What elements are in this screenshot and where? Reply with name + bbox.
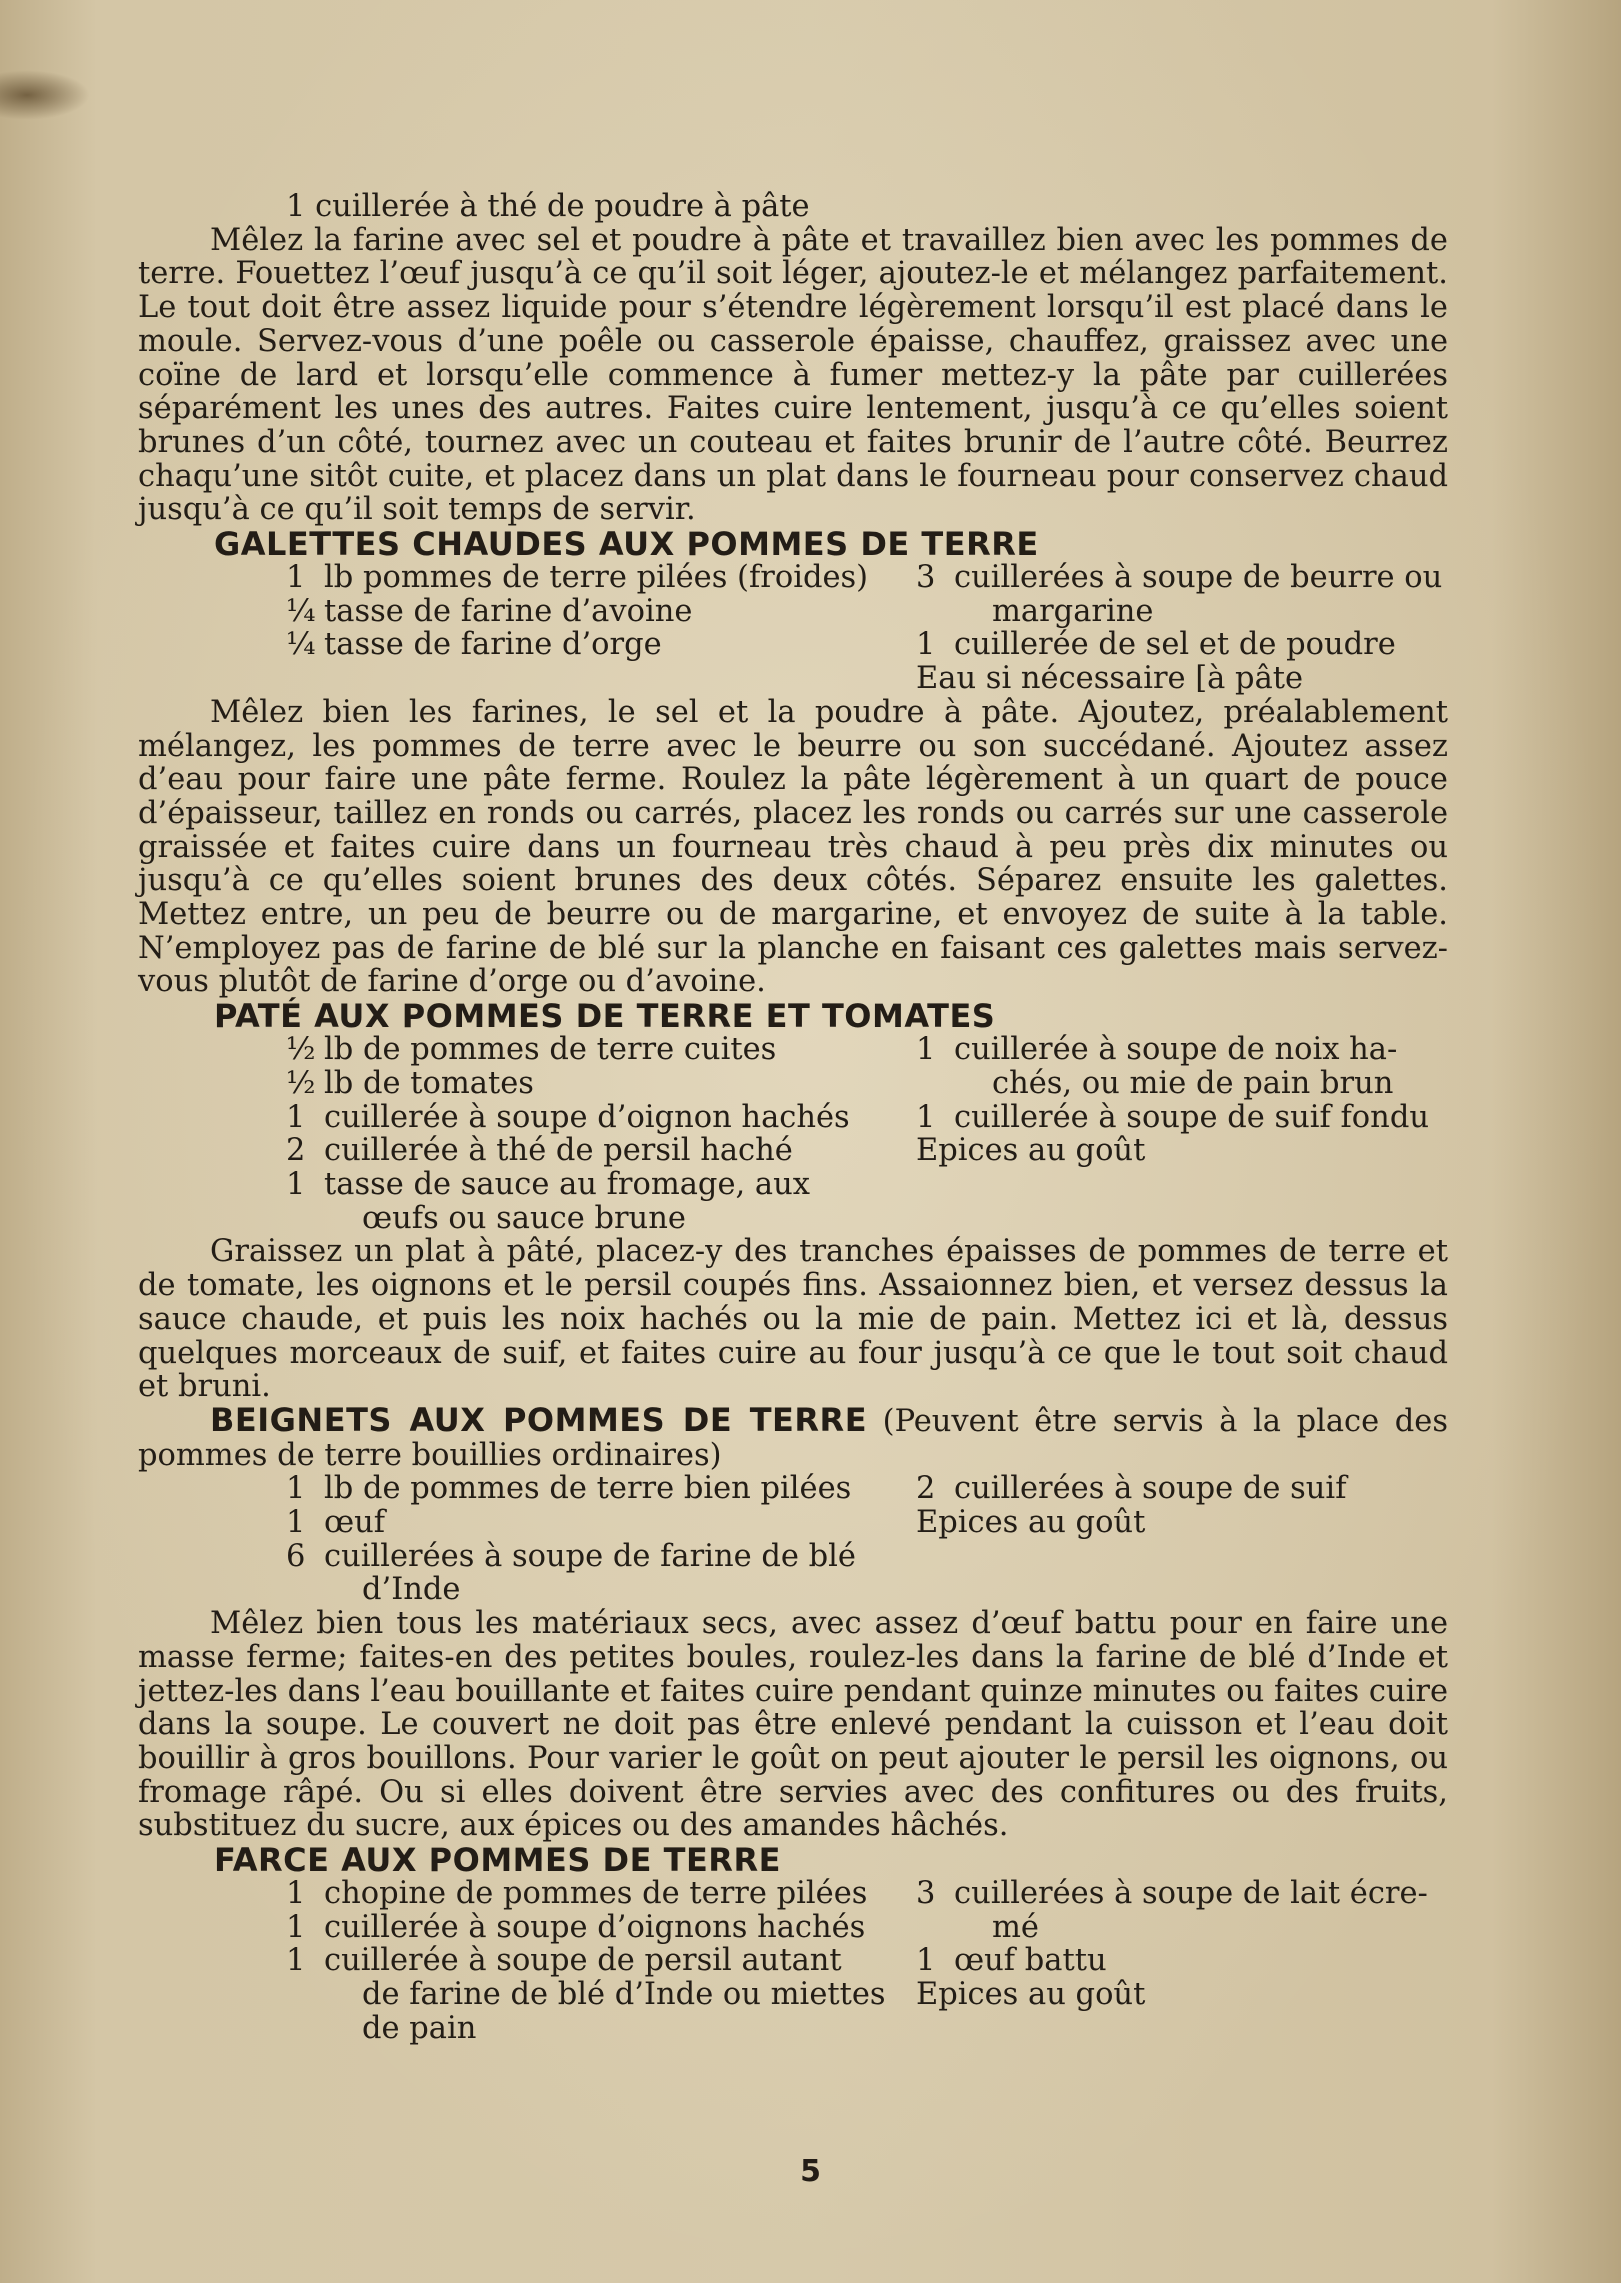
ingredient-item (286, 1067, 896, 1101)
intro-section (138, 190, 1448, 527)
ingredient-column-left (286, 1033, 896, 1235)
ingredient-text: lb de pommes de terre cuites (324, 1032, 777, 1068)
ingredient-text: lb pommes de terre pilées (froides) (324, 560, 869, 596)
ingredient-quantity: 2 (916, 1471, 936, 1507)
ingredient-item (286, 1911, 896, 1945)
ingredient-item (916, 1506, 1476, 1540)
ingredient-list (286, 190, 1456, 224)
recipe-heading-line (138, 1400, 1448, 1473)
recipe-title: GALETTES CHAUDES AUX POMMES DE TERRE (214, 525, 1039, 564)
ingredient-quantity: 1 (286, 1876, 306, 1912)
ingredient-continuation: margarine (992, 593, 1154, 629)
ingredient-list (286, 1877, 1456, 2046)
method-paragraph: Mêlez bien les farines, le sel et la poudre à pâte. Ajoutez, préalablement mélangez, les pommes de terre avec le beurre ou son succédané. Ajoutez assez d’eau pour faire une pâte ferme. Roulez la pâte légèrement à un quart de pouce d’épaisseur, taillez en ronds ou carrés, placez les ronds ou carrés sur une casserole graissée et faites cuire dans un fourneau très chaud à peu près dix minutes ou jusqu’à ce qu’elles soient brunes des deux côtés. Séparez ensuite les galettes. Mettez entre, un peu de beurre ou de margarine, et envoyez de suite à la table. N’employez pas de farine de blé sur la planche en faisant ces galettes mais servez-vous plutôt de farine d’orge ou d’avoine. (138, 694, 1448, 1000)
ingredient-text: cuillerée à soupe de suif fondu (954, 1099, 1429, 1135)
ingredient-item (916, 662, 1476, 696)
ingredient-text: cuillerées à soupe de beurre ou (954, 560, 1443, 596)
method-paragraph: Graissez un plat à pâté, placez-y des tranches épaisses de pommes de terre et de tomate, les oignons et le persil coupés fins. Assaionnez bien, et versez dessus la sauce chaude, et puis les noix hachés ou la mie de pain. Mettez ici et là, dessus quelques morceaux de suif, et faites cuire au four jusqu’à ce que le tout soit chaud et bruni. (138, 1234, 1448, 1405)
ingredient-item (286, 1944, 896, 2045)
ingredient-continuation: d’Inde (362, 1572, 461, 1608)
ingredient-item (286, 1877, 896, 1911)
ingredient-text: cuillerée à soupe d’oignons hachés (324, 1909, 866, 1945)
recipe-note: (Peuvent être servis à la place des pommes de terre bouillies ordinaires) (138, 1403, 1448, 1473)
ingredient-quantity: ¼ (286, 627, 316, 663)
ingredient-text: lb de tomates (324, 1065, 534, 1101)
ingredient-text: œuf battu (954, 1943, 1107, 1979)
ingredient-text: œuf (324, 1505, 386, 1541)
ingredient-column-right (916, 561, 1476, 696)
ingredient-quantity: 1 (286, 1099, 306, 1135)
ingredient-item (916, 1101, 1476, 1135)
ingredient-item (286, 628, 896, 662)
ingredient-text: cuillerées à soupe de lait écre- (954, 1876, 1428, 1912)
ingredient-quantity: 1 (286, 1943, 306, 1979)
ingredient-item (286, 1540, 896, 1607)
method-paragraph: Mêlez bien tous les matériaux secs, avec assez d’œuf battu pour en faire une masse ferme; faites-en des petites boules, roulez-les dans la farine de blé d’Inde et jettez-les dans l’eau bouillante et faites cuire pendant quinze minutes ou faites cuire dans la soupe. Le couvert ne doit pas être enlevé pendant la cuisson et l’eau doit bouillir à gros bouillons. Pour varier le goût on peut ajouter le persil les oignons, ou fromage râpé. Ou si elles doivent être servies avec des confitures ou des fruits, substituez du sucre, aux épices ou des amandes hâchés. (138, 1606, 1448, 1844)
ingredient-quantity: 1 (916, 1032, 936, 1068)
ingredient-text: Epices au goût (916, 1133, 1146, 1169)
ingredient-item (916, 628, 1476, 662)
ingredient-item (916, 1978, 1476, 2012)
ingredient-column-left (286, 190, 896, 224)
ingredient-quantity: 1 (916, 1943, 936, 1979)
ingredient-column-right (916, 190, 1476, 224)
ingredient-text: cuillerée à soupe de persil autant (324, 1943, 842, 1979)
ingredient-item (286, 595, 896, 629)
ingredient-item (286, 1101, 896, 1135)
ingredient-column-right (916, 1033, 1476, 1235)
recipe-beignets (138, 1400, 1448, 1844)
recipe-title: BEIGNETS AUX POMMES DE TERRE (210, 1400, 868, 1439)
ingredient-quantity: 3 (916, 1876, 936, 1912)
ingredient-text: cuillerée à soupe de noix ha- (954, 1032, 1398, 1068)
recipe-farce (138, 1843, 1448, 2046)
ingredient-item (286, 561, 896, 595)
ingredient-quantity: 1 (286, 560, 306, 596)
ingredient-quantity: 1 (286, 1471, 306, 1507)
text-column (138, 190, 1448, 2046)
recipe-galettes (138, 527, 1448, 999)
ingredient-item (286, 1168, 896, 1235)
ingredient-text: tasse de farine d’avoine (324, 593, 693, 629)
ingredient-quantity: ½ (286, 1032, 316, 1068)
ingredient-quantity: ¼ (286, 593, 316, 629)
ingredient-text: lb de pommes de terre bien pilées (324, 1471, 852, 1507)
ingredient-quantity: 1 (916, 1099, 936, 1135)
ingredient-quantity: 1 (286, 1505, 306, 1541)
recipe-title: PATÉ AUX POMMES DE TERRE ET TOMATES (214, 997, 996, 1036)
ingredient-column-left (286, 1877, 896, 2046)
ingredient-item (286, 1472, 896, 1506)
ingredient-text: cuillerée à thé de persil haché (324, 1133, 793, 1169)
ingredient-item: 1 cuillerée à thé de poudre à pâte (286, 189, 810, 224)
page-stain (0, 70, 90, 120)
ingredient-column-right (916, 1472, 1476, 1607)
ingredient-text: cuillerées à soupe de farine de blé (324, 1538, 856, 1574)
ingredient-continuation: chés, ou mie de pain brun (992, 1065, 1394, 1101)
ingredient-text: Eau si nécessaire [à pâte (916, 661, 1304, 697)
ingredient-text: Epices au goût (916, 1977, 1146, 2013)
ingredient-text: tasse de sauce au fromage, aux (324, 1166, 810, 1202)
ingredient-continuation: mé (992, 1909, 1039, 1945)
ingredient-column-left (286, 561, 896, 696)
ingredient-column-left (286, 1472, 896, 1607)
ingredient-text: cuillerée à soupe d’oignon hachés (324, 1099, 850, 1135)
ingredient-quantity: 1 (286, 1909, 306, 1945)
ingredient-text: chopine de pommes de terre pilées (324, 1876, 868, 1912)
ingredient-list (286, 561, 1456, 696)
ingredient-quantity: 6 (286, 1538, 306, 1574)
ingredient-quantity: 2 (286, 1133, 306, 1169)
ingredient-text: cuillerées à soupe de suif (954, 1471, 1347, 1507)
ingredient-column-right (916, 1877, 1476, 2046)
ingredient-list (286, 1033, 1456, 1235)
ingredient-text: tasse de farine d’orge (324, 627, 662, 663)
recipe-pate (138, 999, 1448, 1404)
ingredient-text: Epices au goût (916, 1505, 1146, 1541)
ingredient-continuation: de farine de blé d’Inde ou miettes de pain (362, 1977, 886, 2046)
recipe-title: FARCE AUX POMMES DE TERRE (214, 1841, 781, 1880)
ingredient-quantity: 1 (916, 627, 936, 663)
ingredient-quantity: 3 (916, 560, 936, 596)
ingredient-item (916, 1472, 1476, 1506)
ingredient-item (916, 561, 1476, 628)
ingredient-item (916, 1033, 1476, 1100)
ingredient-item (286, 1033, 896, 1067)
ingredient-item (916, 1944, 1476, 1978)
page-number: 5 (800, 2154, 821, 2189)
ingredient-continuation: œufs ou sauce brune (362, 1200, 686, 1236)
ingredient-item (916, 1877, 1476, 1944)
ingredient-item (916, 1134, 1476, 1168)
ingredient-text: cuillerée de sel et de poudre (954, 627, 1396, 663)
ingredient-item (286, 1506, 896, 1540)
ingredient-quantity: ½ (286, 1065, 316, 1101)
ingredient-list (286, 1472, 1456, 1607)
method-paragraph: Mêlez la farine avec sel et poudre à pâte et travaillez bien avec les pommes de terre. Fouettez l’œuf jusqu’à ce qu’il soit léger, ajoutez-le et mélangez parfaitement. Le tout doit être assez liquide pour s’étendre légèrement lorsqu’il est placé dans le moule. Servez-vous d’une poêle ou casserole épaisse, chauffez, graissez avec une coïne de lard et lorsqu’elle commence à fumer mettez-y la pâte par cuillerées séparément les unes des autres. Faites cuire lentement, jusqu’à ce qu’elles soient brunes d’un côté, tournez avec un couteau et faites brunir de l’autre côté. Beurrez chaqu’une sitôt cuite, et placez dans un plat dans le fourneau pour conservez chaud jusqu’à ce qu’il soit temps de servir. (138, 222, 1448, 528)
ingredient-item (286, 1134, 896, 1168)
ingredient-quantity: 1 (286, 1166, 306, 1202)
